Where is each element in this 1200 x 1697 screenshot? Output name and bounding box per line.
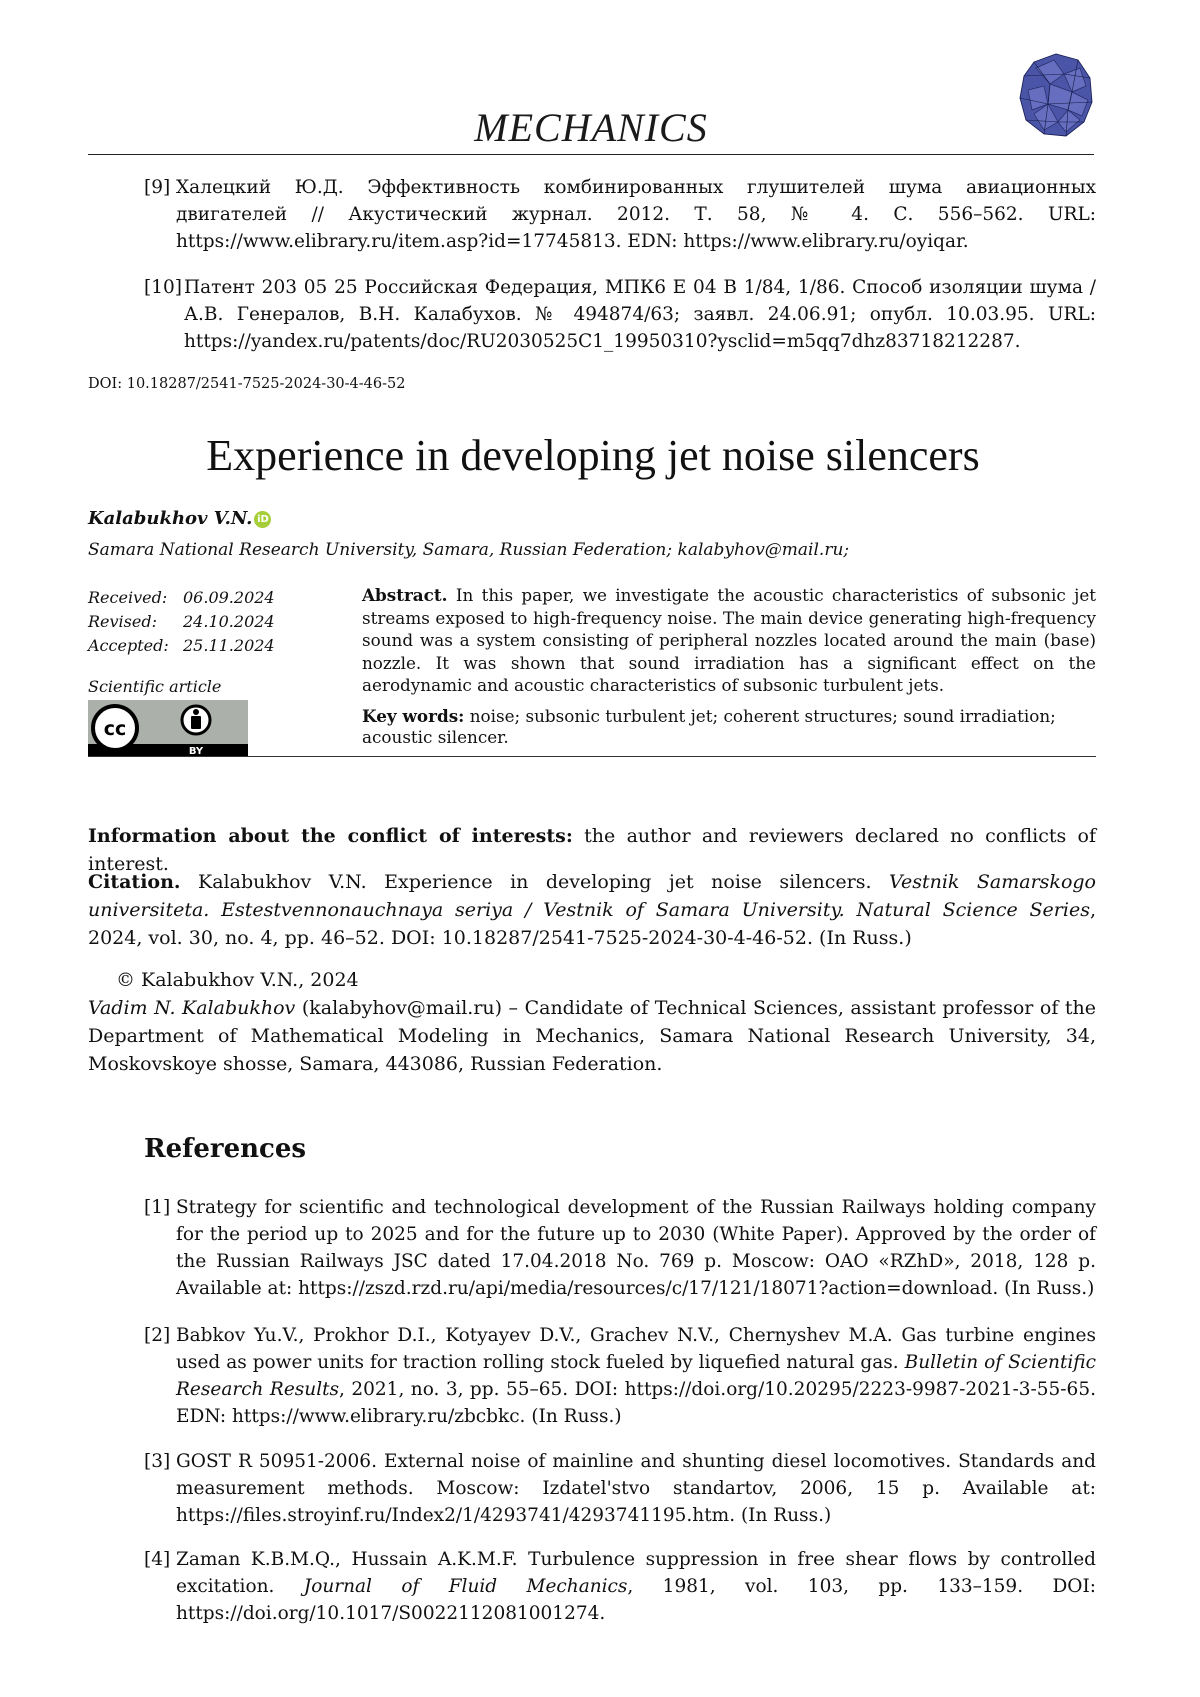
header-rule (88, 154, 1094, 155)
reference-main: Zaman K.B.M.Q., Hussain A.K.M.F. Turbulence suppression in free shear flows by controlled excitation. (176, 1549, 1096, 1597)
bio-text: (kalabyhov@mail.ru) – Candidate of Technical Sciences, assistant professor of the Department of Mathematical Modeling in Mechanics, Samara National Research University, 34, Moskovskoye shosse, Samara, 443086, Russian Federation. (88, 997, 1096, 1075)
conflict-label: Information about the conflict of interests: (88, 825, 573, 847)
citation-journal: Vestnik Samarskogo universiteta. Estestvennonauchnaya seriya / Vestnik of Samara University. Natural Science Series (88, 871, 1096, 921)
affiliation: Samara National Research University, Samara, Russian Federation; kalabyhov@mail.ru; (88, 540, 850, 560)
reference-number: [10] (144, 277, 182, 298)
by-mark: BY (188, 746, 204, 756)
bio-name: Vadim N. Kalabukhov (88, 997, 296, 1019)
reference-source: Journal of Fluid Mechanics (303, 1576, 628, 1597)
reference-main: GOST R 50951-2006. External noise of mainline and shunting diesel locomotives. Standards and measurement methods. Moscow: Izdatel'stvo standartov, 2006, 15 p. Available at: https://files.stroyinf.ru/Index2/1/4293741/4293741195.htm. (In Russ.) (176, 1451, 1096, 1526)
prev-reference-10 (144, 274, 1096, 355)
paper-title: Experience in developing jet noise silencers (206, 431, 980, 480)
reference-1 (144, 1194, 1096, 1302)
author-name: Kalabukhov V.N. (88, 508, 253, 529)
article-dates (88, 586, 275, 658)
reference-3 (144, 1448, 1096, 1529)
date-row-received (88, 586, 275, 610)
citation-label: Citation. (88, 871, 181, 893)
reference-details: , 1981, vol. 103, pp. 133–159. DOI: https://doi.org/10.1017/S0022112081001274. (176, 1576, 1096, 1624)
keywords-label: Key words: (362, 706, 465, 726)
article-type: Scientific article (88, 677, 222, 696)
reference-text (176, 1448, 1096, 1529)
date-value: 24.10.2024 (183, 612, 275, 631)
conflict-text: the author and reviewers declared no conflicts of interest. (88, 825, 1097, 875)
prev-reference-9 (144, 174, 1096, 255)
copyright: © Kalabukhov V.N., 2024 (116, 969, 359, 991)
reference-number: [2] (144, 1325, 171, 1346)
keywords-text: noise; subsonic turbulent jet; coherent structures; sound irradiation; acoustic silencer. (362, 706, 1056, 747)
author-bio (88, 994, 1096, 1078)
date-value: 06.09.2024 (183, 588, 275, 607)
reference-text: Патент 203 05 25 Российская Федерация, МПК6 Е 04 В 1/84, 1/86. Способ изоляции шума / А.В. Генералов, В.Н. Калабухов. № 494874/63; заявл. 24.06.91; опубл. 10.03.95. URL: https://yandex.ru/patents/doc/RU2030525C1_19950310?ysclid=m5qq7dhz83718212287. (184, 277, 1096, 352)
date-row-revised (88, 610, 275, 634)
reference-text: Халецкий Ю.Д. Эффективность комбинированных глушителей шума авиационных двигателей // Акустический журнал. 2012. Т. 58, № 4. С. 556–562. URL: https://www.elibrary.ru/item.asp?id=17745813. EDN: https://www.elibrary.ru/oyiqar. (176, 177, 1096, 252)
journal-section-title: MECHANICS (474, 105, 708, 150)
reference-number: [3] (144, 1451, 171, 1472)
references-heading: References (144, 1134, 307, 1164)
article-doi: DOI: 10.18287/2541-7525-2024-30-4-46-52 (88, 376, 406, 392)
cc-by-license-icon[interactable] (88, 700, 248, 756)
reference-number: [4] (144, 1549, 171, 1570)
reference-2 (144, 1322, 1096, 1430)
cc-mark: cc (103, 718, 127, 740)
abstract (362, 584, 1096, 697)
reference-4 (144, 1546, 1096, 1627)
journal-header (88, 104, 1094, 156)
citation (88, 868, 1096, 952)
keywords (362, 706, 1096, 748)
reference-details: , 2021, no. 3, pp. 55–65. DOI: https://doi.org/10.20295/2223-9987-2021-3-55-65. EDN: https://www.elibrary.ru/zbcbkc. (In Russ.) (176, 1379, 1096, 1427)
date-label: Revised: (88, 612, 157, 631)
reference-source: Bulletin of Scientific Research Results (176, 1352, 1096, 1400)
date-row-accepted (88, 634, 275, 658)
abstract-label: Abstract. (362, 585, 448, 605)
journal-logo-icon (1014, 50, 1096, 140)
date-value: 25.11.2024 (183, 636, 275, 655)
reference-number: [1] (144, 1197, 171, 1218)
reference-text (176, 1322, 1096, 1430)
reference-text (176, 1546, 1096, 1627)
author-line (88, 508, 271, 529)
reference-main: Strategy for scientific and technological development of the Russian Railways holding company for the period up to 2025 and for the future up to 2030 (White Paper). Approved by the order of the Russian Railways JSC dated 17.04.2018 No. 769 p. Moscow: OAO «RZhD», 2018, 128 p. Available at: https://zszd.rzd.ru/api/media/resources/c/17/121/18071?action=download. (In Russ.) (176, 1197, 1096, 1299)
date-label: Accepted: (88, 636, 169, 655)
reference-text (176, 1194, 1096, 1302)
reference-number: [9] (144, 177, 171, 198)
orcid-icon[interactable]: iD (254, 511, 271, 528)
reference-main: Babkov Yu.V., Prokhor D.I., Kotyayev D.V., Grachev N.V., Chernyshev M.A. Gas turbine engines used as power units for traction rolling stock fueled by liquefied natural gas. (176, 1325, 1096, 1373)
abstract-rule (88, 756, 1096, 757)
citation-details: , 2024, vol. 30, no. 4, pp. 46–52. DOI: 10.18287/2541-7525-2024-30-4-46-52. (In Russ.) (88, 899, 1096, 949)
date-label: Received: (88, 588, 168, 607)
abstract-text: In this paper, we investigate the acoustic characteristics of subsonic jet streams exposed to high-frequency noise. The main device generating high-frequency sound was a system consisting of peripheral nozzles located around the main (base) nozzle. It was shown that sound irradiation has a significant effect on the aerodynamic and acoustic characteristics of subsonic turbulent jets. (362, 585, 1096, 695)
citation-text: Kalabukhov V.N. Experience in developing jet noise silencers. (198, 871, 872, 893)
